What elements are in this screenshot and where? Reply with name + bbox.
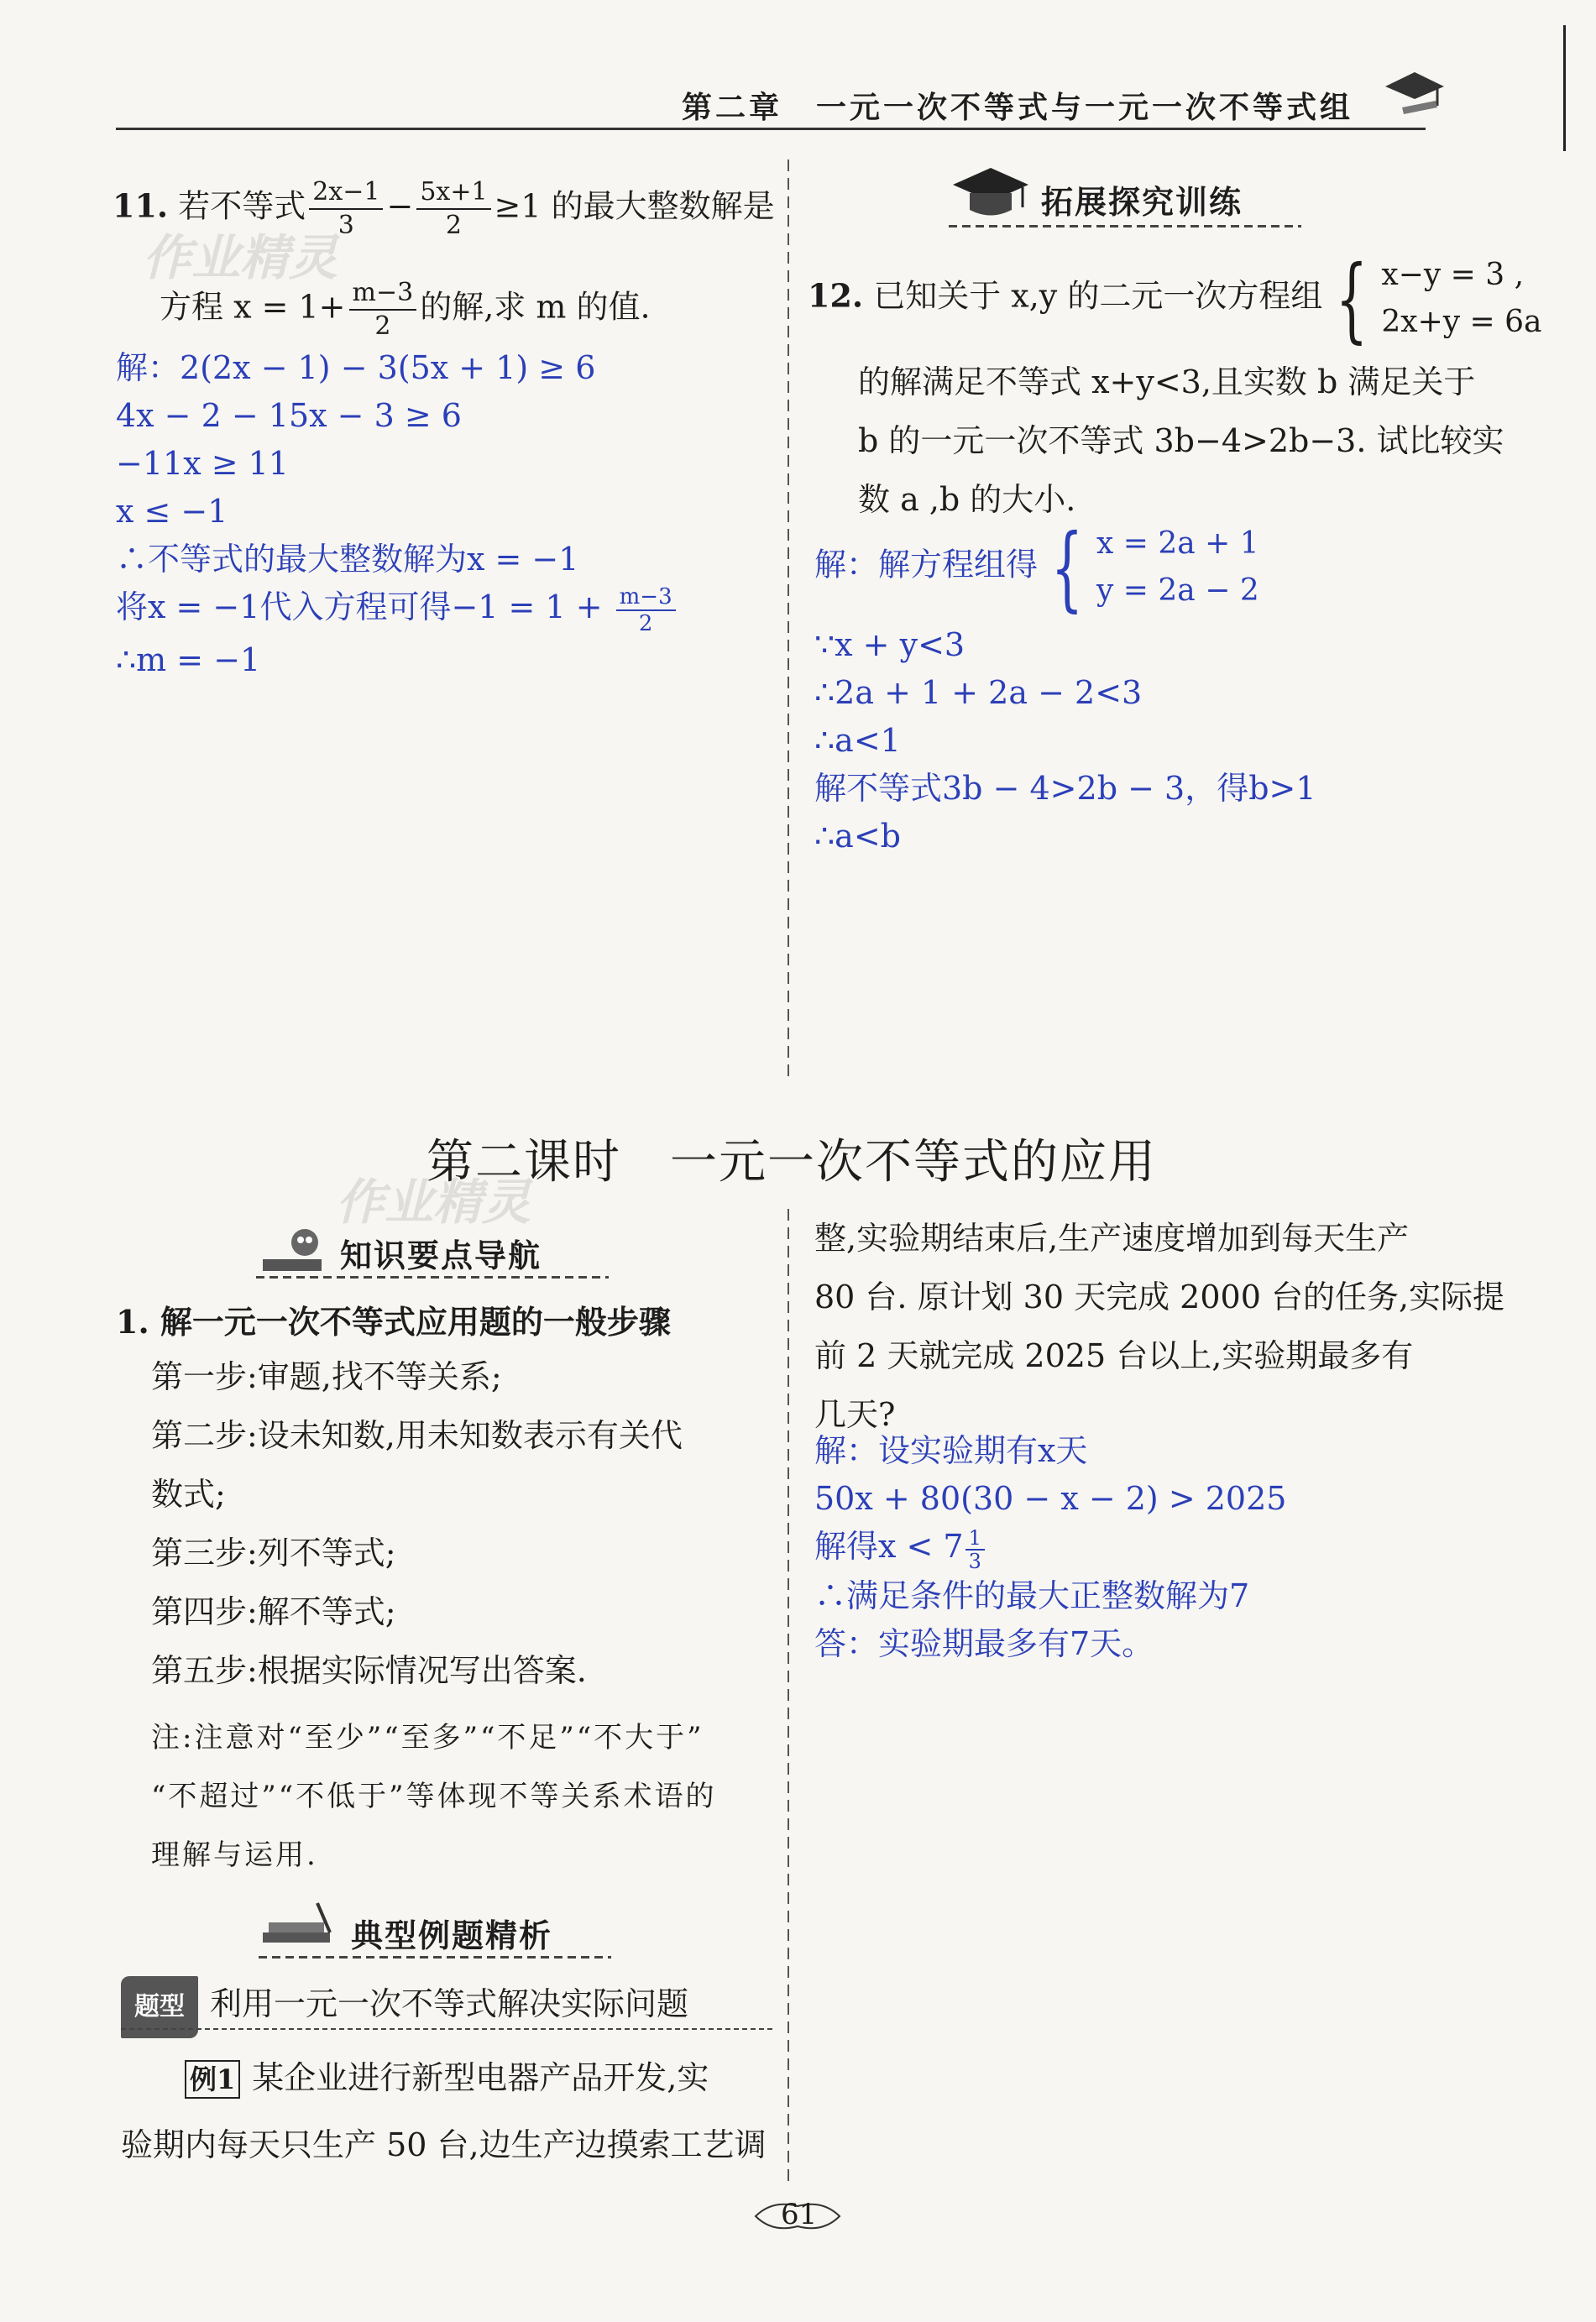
banner-underline bbox=[259, 1956, 611, 1959]
knowledge-banner: 知识要点导航 bbox=[340, 1237, 542, 1274]
books-icon bbox=[259, 1899, 343, 1961]
example-line2: 验期内每天只生产 50 台,边生产边摸索工艺调 bbox=[121, 2126, 767, 2163]
q12-text-line: b 的一元一次不等式 3b−4>2b−3. 试比较实 bbox=[858, 422, 1504, 459]
q12-text-line: 数 a ,b 的大小. bbox=[858, 481, 1076, 518]
q11-number: 11. bbox=[113, 186, 169, 225]
q12-sol-brace: { bbox=[1050, 514, 1084, 621]
step-line: 第四步:解不等式; bbox=[151, 1593, 396, 1630]
example-sol-line: 解得x < 7 $\frac{1}{3}$ bbox=[814, 1523, 1286, 1572]
q12-sol-line: 解不等式3b − 4>2b − 3，得b>1 bbox=[814, 770, 1316, 807]
q11-sol-line: 4x − 2 − 15x − 3 ≥ 6 bbox=[116, 397, 462, 434]
type-title: 利用一元一次不等式解决实际问题 bbox=[210, 1985, 689, 2022]
extension-banner: 拓展探究训练 bbox=[1041, 184, 1243, 221]
step-line: 第二步:设未知数,用未知数表示有关代 bbox=[151, 1417, 683, 1454]
q12-body bbox=[858, 353, 1504, 529]
page-number: 61 bbox=[781, 2198, 818, 2231]
example-solution bbox=[814, 1427, 1286, 1668]
step-line: 第三步:列不等式; bbox=[151, 1535, 396, 1572]
step-line: 第一步:审题,找不等关系; bbox=[151, 1358, 502, 1395]
note-line: “不超过”“不低于”等体现不等关系术语的 bbox=[151, 1780, 717, 1813]
q11-prefix: 若不等式 bbox=[178, 187, 306, 225]
q11-line2-a: 方程 x = 1+ bbox=[160, 288, 346, 326]
chapter-header: 第二章 一元一次不等式与一元一次不等式组 bbox=[682, 90, 1354, 125]
q11-frac2: $\frac{5x+1}{2}$ bbox=[416, 176, 490, 242]
q11-frac3: $\frac{m-3}{2}$ bbox=[349, 277, 417, 343]
q12-sol-line: ∴a<b bbox=[814, 818, 901, 855]
lesson-title: 第二课时 一元一次不等式的应用 bbox=[426, 1135, 1157, 1190]
q12-sol-line: ∴a<1 bbox=[814, 722, 901, 759]
example-tag: 例1 bbox=[185, 2060, 240, 2099]
step-line: 第五步:根据实际情况写出答案. bbox=[151, 1652, 587, 1689]
q11-sol-line: 解：2(2x − 1) − 3(5x + 1) ≥ 6 bbox=[116, 349, 596, 386]
q11-sol-line: −11x ≥ 11 bbox=[116, 445, 289, 482]
example-sol-line: 解：设实验期有x天 bbox=[814, 1432, 1088, 1469]
q11-solution bbox=[116, 344, 679, 684]
q12-line1 bbox=[808, 245, 1542, 353]
watermark: 作业精灵 bbox=[336, 1174, 531, 1231]
example-cont-line: 整,实验期结束后,生产速度增加到每天生产 bbox=[814, 1220, 1410, 1257]
type-heading-underline bbox=[121, 2028, 774, 2030]
point1-title: 1. 解一元一次不等式应用题的一般步骤 bbox=[116, 1303, 671, 1341]
watermark: 作业精灵 bbox=[143, 229, 338, 286]
example-line1 bbox=[185, 2048, 709, 2107]
example-cont-line: 80 台. 原计划 30 天完成 2000 台的任务,实际提 bbox=[814, 1279, 1505, 1315]
q11-line2-b: 的解,求 m 的值. bbox=[420, 288, 651, 326]
right-edge-line bbox=[1563, 25, 1566, 151]
header-rule bbox=[116, 128, 1426, 130]
q12-prefix: 已知关于 x,y 的二元一次方程组 bbox=[873, 277, 1323, 315]
q12-solution bbox=[814, 621, 1316, 860]
banner-underline bbox=[256, 1276, 609, 1279]
q11-sol-line: 将x = −1代入方程可得−1 = 1 + $\frac{m-3}{2}$ bbox=[116, 583, 679, 636]
q12-sol-line: ∵x + y<3 bbox=[814, 626, 965, 663]
hat-pencil-icon bbox=[1377, 57, 1452, 136]
step-line: 数式; bbox=[151, 1476, 226, 1513]
examples-banner: 典型例题精析 bbox=[351, 1917, 553, 1954]
q12-sol-system: x = 2a + 1 y = 2a − 2 bbox=[1096, 526, 1259, 608]
note-line: 注:注意对“至少”“至多”“不足”“不大于” bbox=[151, 1721, 704, 1755]
type-tag: 题型 bbox=[121, 1976, 198, 2038]
q11-sol-line: ∴m = −1 bbox=[116, 641, 261, 678]
graduation-cap-icon bbox=[949, 164, 1033, 226]
q11-sol-line: x ≤ −1 bbox=[116, 493, 228, 530]
mixed-fraction: $\frac{1}{3}$ bbox=[965, 1527, 985, 1572]
q12-number: 12. bbox=[808, 276, 864, 315]
reading-owl-icon bbox=[259, 1221, 334, 1284]
example-sol-line: 50x + 80(30 − x − 2) > 2025 bbox=[814, 1480, 1287, 1517]
example-continuation bbox=[814, 1209, 1504, 1444]
q12-sol-line: ∴2a + 1 + 2a − 2<3 bbox=[814, 674, 1143, 711]
example-cont-line: 前 2 天就完成 2025 台以上,实验期最多有 bbox=[814, 1337, 1414, 1374]
steps-list bbox=[151, 1347, 683, 1700]
note-block bbox=[151, 1708, 717, 1885]
q12-text-line: 的解满足不等式 x+y<3,且实数 b 满足关于 bbox=[858, 363, 1476, 400]
q11-sol-frac: $\frac{m-3}{2}$ bbox=[616, 584, 676, 636]
example-sol-line: 答：实验期最多有7天。 bbox=[814, 1624, 1154, 1662]
q12-brace: { bbox=[1336, 245, 1368, 353]
q12-system: x−y = 3 , 2x+y = 6a bbox=[1381, 258, 1542, 339]
q12-sol-prefix: 解：解方程组得 { x = 2a + 1 y = 2a − 2 bbox=[814, 514, 1259, 621]
q11-suffix: ≥1 的最大整数解是 bbox=[494, 187, 775, 225]
example-cont-line: 几天? bbox=[814, 1396, 896, 1433]
q11-sol-line: ∴不等式的最大整数解为x = −1 bbox=[116, 541, 579, 578]
q11-frac1: $\frac{2x-1}{3}$ bbox=[309, 176, 383, 242]
banner-underline bbox=[949, 225, 1301, 227]
example-sol-line: ∴满足条件的最大正整数解为7 bbox=[814, 1577, 1250, 1614]
note-line: 理解与运用. bbox=[151, 1838, 318, 1872]
column-divider-bottom bbox=[788, 1209, 789, 2183]
q11-minus: − bbox=[386, 187, 414, 225]
column-divider-top bbox=[788, 160, 789, 1083]
example-text: 某企业进行新型电器产品开发,实 bbox=[252, 2059, 709, 2096]
